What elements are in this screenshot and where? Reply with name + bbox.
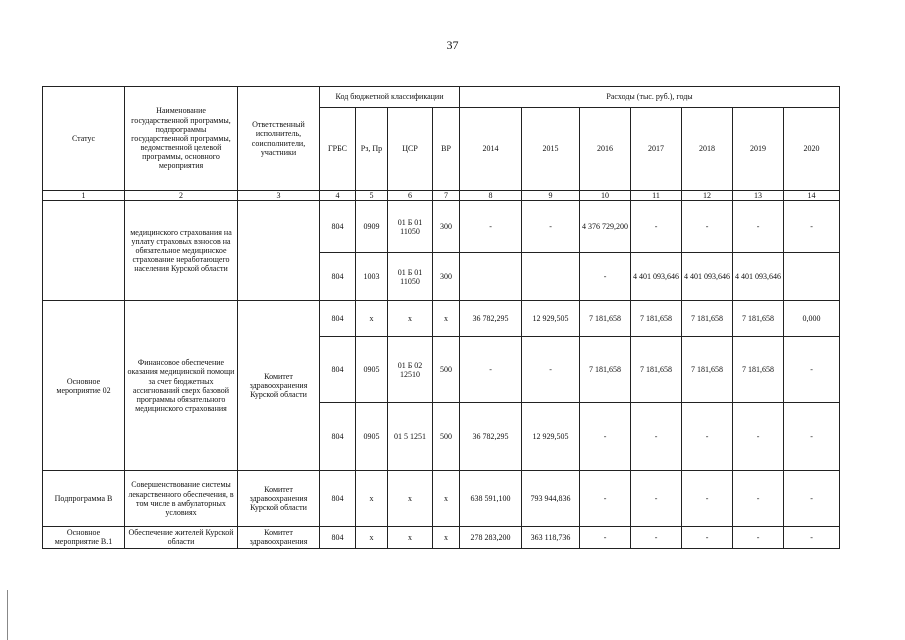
value-2017-cell: 7 181,658 [631,337,682,403]
rz-pr-cell: 0905 [356,403,388,471]
grbs-cell: 804 [320,301,356,337]
value-2019-cell: - [733,201,784,253]
header-year-2015: 2015 [522,108,580,191]
header-vr: ВР [433,108,460,191]
value-2014-cell: 36 782,295 [460,403,522,471]
status-cell: Основное мероприятие В.1 [43,527,125,548]
responsible-cell: Комитет здравоохранения [238,527,320,548]
header-responsible: Ответственный исполнитель, соисполнители, участники [238,87,320,191]
value-2020-cell: - [784,527,840,548]
column-number: 6 [388,191,433,201]
header-year-2019: 2019 [733,108,784,191]
value-2019-cell: 4 401 093,646 [733,253,784,301]
column-number: 11 [631,191,682,201]
value-2019-cell: 7 181,658 [733,301,784,337]
value-2016-cell: 7 181,658 [580,337,631,403]
value-2019-cell: 7 181,658 [733,337,784,403]
value-2016-cell: 7 181,658 [580,301,631,337]
table-row [43,301,840,337]
value-2014-cell: 36 782,295 [460,301,522,337]
value-2014-cell: - [460,201,522,253]
column-number: 9 [522,191,580,201]
program-name-cell: Обеспечение жителей Курской области [125,527,238,548]
value-2015-cell [522,253,580,301]
csr-cell: 01 Б 02 12510 [388,337,433,403]
column-number-row [43,191,840,201]
csr-cell: х [388,301,433,337]
column-number: 1 [43,191,125,201]
column-number: 5 [356,191,388,201]
vr-cell: 500 [433,337,460,403]
value-2019-cell: - [733,403,784,471]
csr-cell: 01 5 1251 [388,403,433,471]
table-row [43,471,840,527]
vr-cell: х [433,527,460,548]
value-2017-cell: - [631,403,682,471]
value-2016-cell: - [580,471,631,527]
value-2015-cell: 12 929,505 [522,403,580,471]
value-2018-cell: - [682,403,733,471]
grbs-cell: 804 [320,527,356,548]
value-2015-cell: 363 118,736 [522,527,580,548]
header-csr: ЦСР [388,108,433,191]
column-number: 3 [238,191,320,201]
vr-cell: х [433,471,460,527]
csr-cell: х [388,527,433,548]
value-2017-cell: 4 401 093,646 [631,253,682,301]
value-2018-cell: - [682,201,733,253]
responsible-cell: Комитет здравоохранения Курской области [238,471,320,527]
column-number: 10 [580,191,631,201]
value-2015-cell: - [522,201,580,253]
header-expenses: Расходы (тыс. руб.), годы [460,87,840,108]
value-2014-cell [460,253,522,301]
value-2016-cell: 4 376 729,200 [580,201,631,253]
header-rz-pr: Рз, Пр [356,108,388,191]
value-2014-cell: 278 283,200 [460,527,522,548]
rz-pr-cell: 1003 [356,253,388,301]
grbs-cell: 804 [320,403,356,471]
value-2020-cell: - [784,201,840,253]
value-2018-cell: - [682,527,733,548]
status-cell [43,201,125,301]
status-cell: Основное мероприятие 02 [43,301,125,471]
rz-pr-cell: 0909 [356,201,388,253]
value-2017-cell: - [631,527,682,548]
csr-cell: 01 Б 01 11050 [388,201,433,253]
table-row [43,527,840,548]
vr-cell: х [433,301,460,337]
page-number: 37 [446,38,459,52]
value-2016-cell: - [580,403,631,471]
value-2018-cell: 7 181,658 [682,301,733,337]
program-name-cell: Финансовое обеспечение оказания медицинской помощи за счет бюджетных ассигнований сверх базовой программы обязательного медицинского страхования [125,301,238,471]
header-year-2016: 2016 [580,108,631,191]
grbs-cell: 804 [320,201,356,253]
rz-pr-cell: х [356,527,388,548]
rz-pr-cell: х [356,471,388,527]
value-2020-cell: 0,000 [784,301,840,337]
value-2020-cell: - [784,403,840,471]
column-number: 4 [320,191,356,201]
value-2018-cell: - [682,471,733,527]
value-2016-cell: - [580,253,631,301]
responsible-cell: Комитет здравоохранения Курской области [238,301,320,471]
column-number: 14 [784,191,840,201]
value-2015-cell: 12 929,505 [522,301,580,337]
header-year-2017: 2017 [631,108,682,191]
vr-cell: 300 [433,201,460,253]
column-number: 8 [460,191,522,201]
vr-cell: 500 [433,403,460,471]
value-2019-cell: - [733,471,784,527]
value-2014-cell: 638 591,100 [460,471,522,527]
header-year-2020: 2020 [784,108,840,191]
scan-margin-line [7,590,8,640]
value-2018-cell: 4 401 093,646 [682,253,733,301]
value-2016-cell: - [580,527,631,548]
vr-cell: 300 [433,253,460,301]
grbs-cell: 804 [320,337,356,403]
value-2020-cell: - [784,337,840,403]
rz-pr-cell: х [356,301,388,337]
column-number: 7 [433,191,460,201]
header-budget-code: Код бюджетной классификации [320,87,460,108]
grbs-cell: 804 [320,471,356,527]
table-row [43,201,840,253]
value-2015-cell: - [522,337,580,403]
value-2018-cell: 7 181,658 [682,337,733,403]
header-year-2018: 2018 [682,108,733,191]
column-number: 2 [125,191,238,201]
column-number: 12 [682,191,733,201]
grbs-cell: 804 [320,253,356,301]
rz-pr-cell: 0905 [356,337,388,403]
header-row-1 [43,87,840,108]
program-name-cell: Совершенствование системы лекарственного обеспечения, в том числе в амбулаторных условиях [125,471,238,527]
program-name-cell: медицинского страхования на уплату страховых взносов на обязательное медицинское страхование неработающего населения Курской области [125,201,238,301]
value-2017-cell: 7 181,658 [631,301,682,337]
budget-table [42,86,840,549]
value-2020-cell [784,253,840,301]
header-grbs: ГРБС [320,108,356,191]
value-2017-cell: - [631,471,682,527]
status-cell: Подпрограмма В [43,471,125,527]
value-2014-cell: - [460,337,522,403]
value-2015-cell: 793 944,836 [522,471,580,527]
value-2019-cell: - [733,527,784,548]
value-2017-cell: - [631,201,682,253]
column-number: 13 [733,191,784,201]
header-program-name: Наименование государственной программы, подпрограммы государственной программы, ведомственной целевой программы, основного мероприятия [125,87,238,191]
csr-cell: 01 Б 01 11050 [388,253,433,301]
csr-cell: х [388,471,433,527]
responsible-cell [238,201,320,301]
header-status: Статус [43,87,125,191]
value-2020-cell: - [784,471,840,527]
header-year-2014: 2014 [460,108,522,191]
